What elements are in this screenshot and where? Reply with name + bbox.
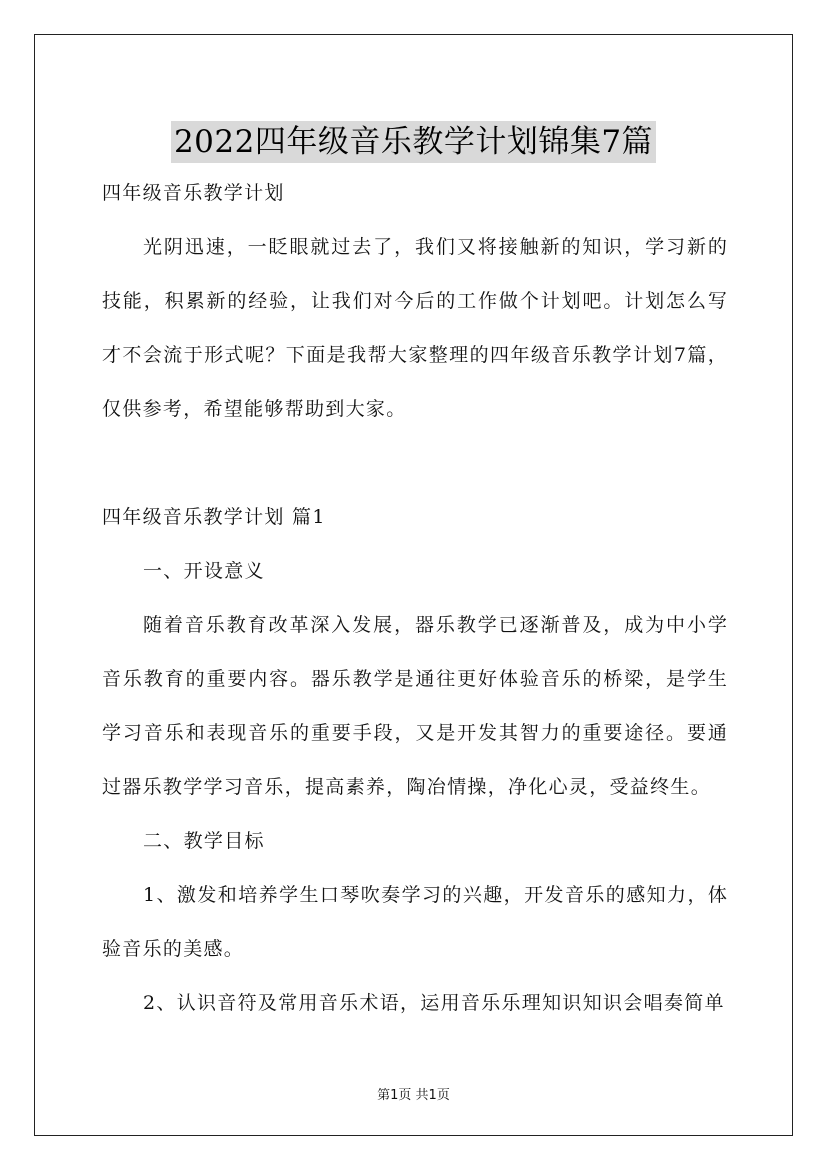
text-line: 四年级音乐教学计划 篇1 bbox=[102, 506, 326, 528]
body-paragraph bbox=[102, 868, 727, 976]
text-line: 过器乐教学学习音乐，提高素养，陶冶情操，净化心灵，受益终生。 bbox=[102, 776, 712, 798]
text-line: 1 、 激 发 和 培 养 学 生 口 琴 吹 奏 学 习 的 兴 趣 ， 开 发 音 乐 的 感 知 力 ， 体 bbox=[143, 884, 727, 906]
text-line: 一、开设意义 bbox=[143, 560, 265, 582]
text-line: 才 不 会 流 于 形 式 呢 ？ 下 面 是 我 帮 大 家 整 理 的 四 年 级 音 乐 教 学 计 划 7 篇 ， bbox=[102, 344, 727, 366]
page-footer: 第1页 共1页 bbox=[377, 1088, 450, 1103]
text-line: 二、教学目标 bbox=[143, 830, 265, 852]
text-line: 学 习 音 乐 和 表 现 音 乐 的 重 要 手 段 ， 又 是 开 发 其 智 力 的 重 要 途 径 。 要 通 bbox=[102, 722, 727, 744]
document-body bbox=[102, 166, 727, 1030]
section-heading bbox=[102, 490, 727, 544]
body-paragraph bbox=[102, 598, 727, 814]
text-line: 随 着 音 乐 教 育 改 革 深 入 发 展 ， 器 乐 教 学 已 逐 渐 普 及 ， 成 为 中 小 学 bbox=[143, 614, 727, 636]
text-line: 仅供参考，希望能够帮助到大家。 bbox=[102, 398, 407, 420]
text-line: 技 能 ， 积 累 新 的 经 验 ， 让 我 们 对 今 后 的 工 作 做 个 计 划 吧 。 计 划 怎 么 写 bbox=[102, 290, 727, 312]
section-subheading bbox=[102, 814, 727, 868]
text-line: 2、认识音符及常用音乐术语，运用音乐乐理知识知识会唱奏简单 bbox=[143, 992, 725, 1014]
text-line: 验音乐的美感。 bbox=[102, 938, 245, 960]
body-paragraph bbox=[102, 976, 727, 1030]
paragraph-spacer bbox=[102, 436, 727, 490]
text-line: 音 乐 教 育 的 重 要 内 容 。 器 乐 教 学 是 通 往 更 好 体 验 音 乐 的 桥 梁 ， 是 学 生 bbox=[102, 668, 727, 690]
section-subheading bbox=[102, 544, 727, 598]
text-line: 四年级音乐教学计划 bbox=[102, 182, 285, 204]
section-heading bbox=[102, 166, 727, 220]
text-line: 光 阴 迅 速 ， 一 眨 眼 就 过 去 了 ， 我 们 又 将 接 触 新 的 知 识 ， 学 习 新 的 bbox=[143, 236, 727, 258]
document-title: 2022四年级音乐教学计划锦集7篇 bbox=[171, 121, 656, 163]
body-paragraph bbox=[102, 220, 727, 436]
